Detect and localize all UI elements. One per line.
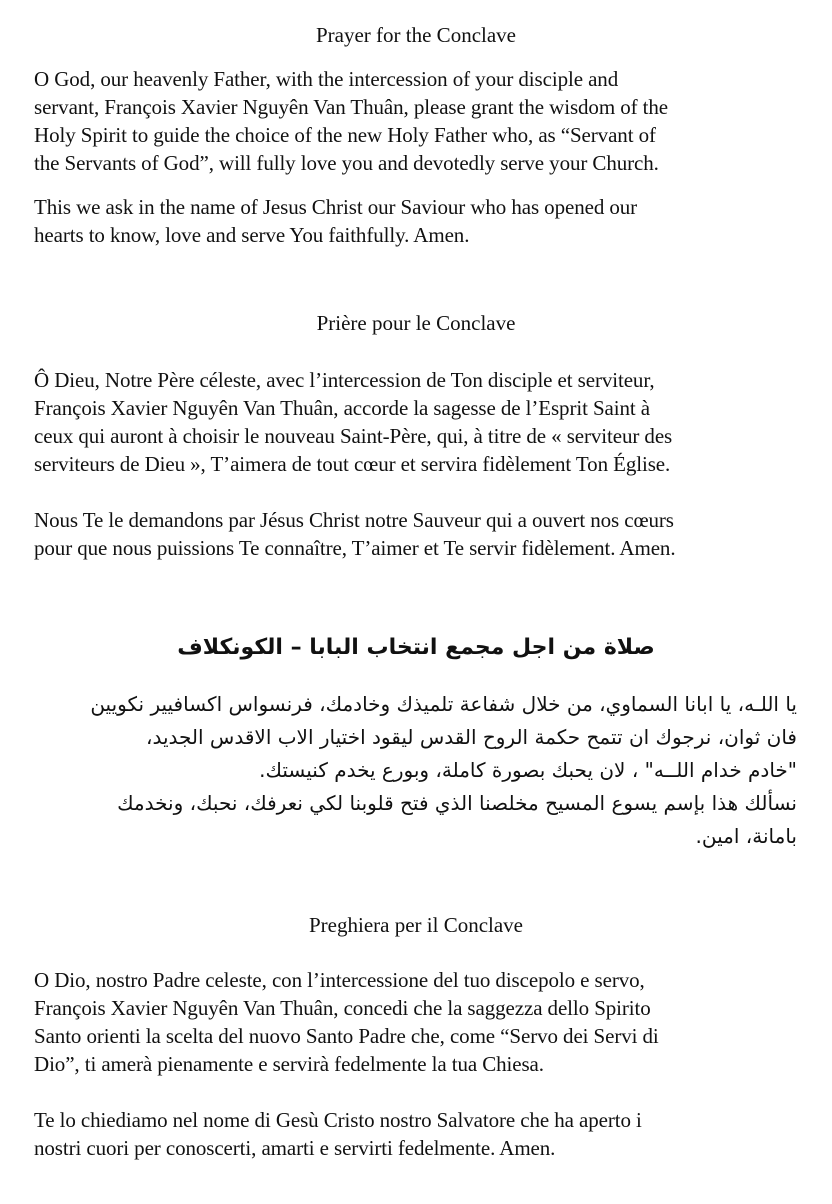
text-line: O God, our heavenly Father, with the intercession of your disciple and: [34, 67, 619, 91]
text-line: pour que nous puissions Te connaître, T’aimer et Te servir fidèlement. Amen.: [34, 536, 676, 560]
text-line: This we ask in the name of Jesus Christ our Saviour who has opened our: [34, 195, 638, 219]
french-title: Prière pour le Conclave: [316, 311, 516, 335]
italian-paragraph-1: [34, 966, 814, 1078]
italian-paragraph-2: [34, 1106, 814, 1162]
text-line: "خادم خدام اللــه" ، لان يحبك بصورة كاملة، وبورع يخدم كنيستك.: [259, 758, 797, 782]
text-line: بامانة، امين.: [695, 824, 797, 848]
text-line: servant, François Xavier Nguyên Van Thuân, please grant the wisdom of the: [34, 95, 669, 119]
english-title: Prayer for the Conclave: [315, 23, 516, 47]
text-line: François Xavier Nguyên Van Thuân, concedi che la saggezza dello Spirito: [34, 996, 651, 1020]
text-line: فان ثوان، نرجوك ان تتمح حكمة الروح القدس ليقود اختيار الاب الاقدس الجديد،: [146, 725, 797, 749]
text-line: serviteurs de Dieu », T’aimera de tout cœur et servira fidèlement Ton Église.: [34, 452, 671, 476]
text-line: نسألك هذا بإسم يسوع المسيح مخلصنا الذي فتح قلوبنا لكي نعرفك، نحبك، ونخدمك: [117, 791, 797, 815]
text-line: Nous Te le demandons par Jésus Christ notre Sauveur qui a ouvert nos cœurs: [34, 508, 674, 532]
arabic-title: صلاة من اجل مجمع انتخاب البابا – الكونكلاف: [177, 635, 655, 660]
english-paragraph-1: [34, 65, 814, 177]
text-line: O Dio, nostro Padre celeste, con l’intercessione del tuo discepolo e servo,: [34, 968, 645, 992]
text-line: Holy Spirit to guide the choice of the new Holy Father who, as “Servant of: [34, 123, 656, 147]
text-line: يا اللـه، يا ابانا السماوي، من خلال شفاعة تلميذك وخادمك، فرنسواس اكسافيير نكويين: [90, 692, 797, 716]
text-line: Te lo chiediamo nel nome di Gesù Cristo nostro Salvatore che ha aperto i: [34, 1108, 642, 1132]
text-line: Santo orienti la scelta del nuovo Santo Padre che, come “Servo dei Servi di: [34, 1024, 659, 1048]
text-line: hearts to know, love and serve You faithfully. Amen.: [34, 223, 470, 247]
arabic-paragraph: [17, 688, 797, 853]
text-line: ceux qui auront à choisir le nouveau Saint-Père, qui, à titre de « serviteur des: [34, 424, 673, 448]
text-line: Dio”, ti amerà pienamente e servirà fedelmente la tua Chiesa.: [34, 1052, 544, 1076]
french-paragraph-1: [34, 366, 814, 478]
text-line: Ô Dieu, Notre Père céleste, avec l’intercession de Ton disciple et serviteur,: [34, 368, 655, 392]
text-line: the Servants of God”, will fully love you and devotedly serve your Church.: [34, 151, 659, 175]
text-line: nostri cuori per conoscerti, amarti e servirti fedelmente. Amen.: [34, 1136, 556, 1160]
italian-title: Preghiera per il Conclave: [309, 913, 523, 937]
french-paragraph-2: [34, 506, 814, 562]
english-paragraph-2: [34, 193, 814, 249]
text-line: François Xavier Nguyên Van Thuân, accorde la sagesse de l’Esprit Saint à: [34, 396, 651, 420]
